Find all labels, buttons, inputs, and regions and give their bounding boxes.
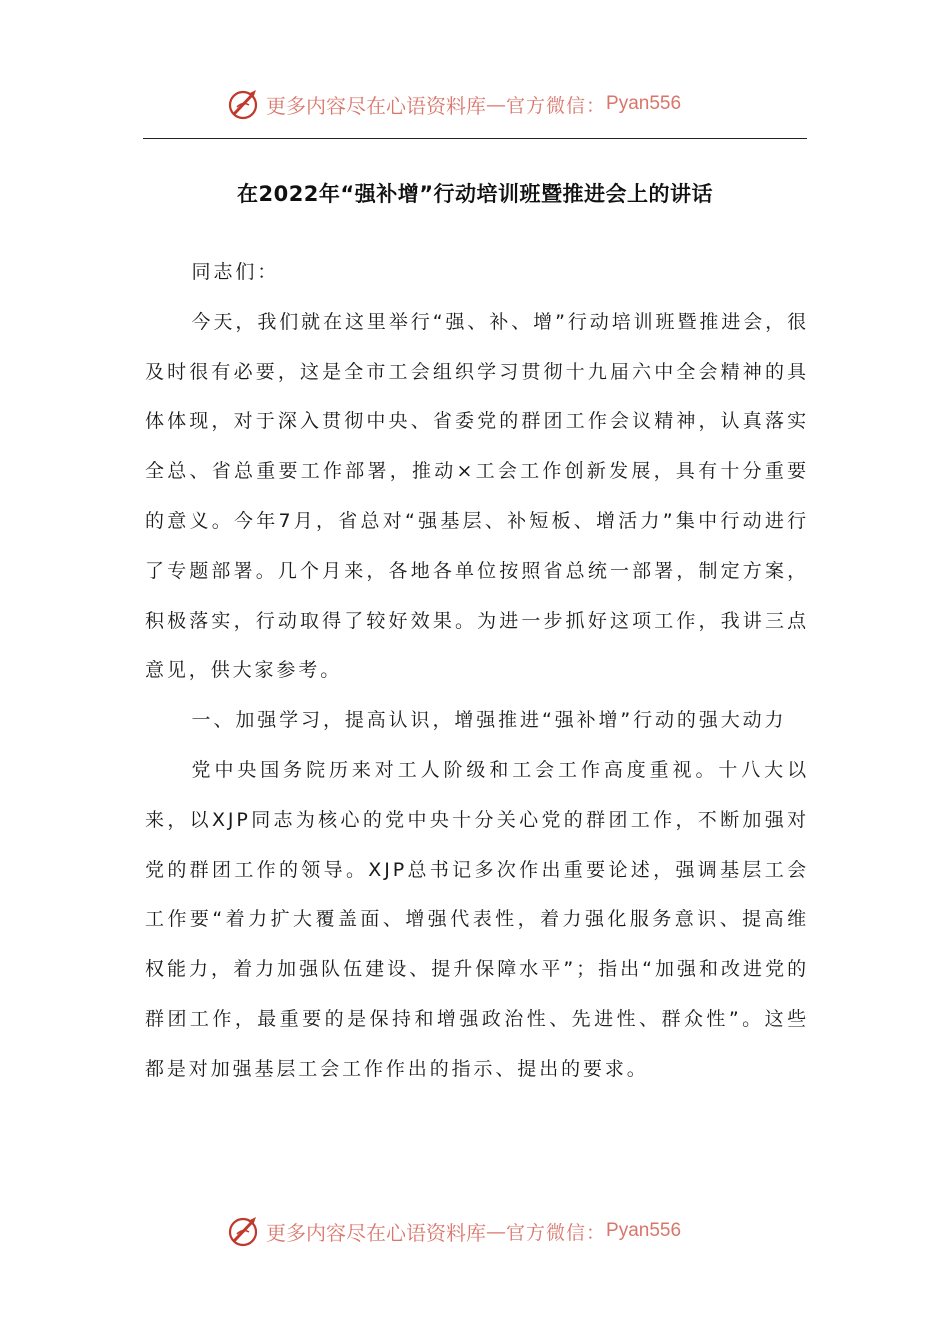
document-title: 在2022年“强补增”行动培训班暨推进会上的讲话 [236, 182, 714, 206]
header-divider [143, 138, 807, 139]
header-watermark [226, 84, 681, 124]
pen-logo-icon [226, 86, 262, 122]
paragraph-section-1: 党中央国务院历来对工人阶级和工会工作高度重视。十八大以来，以XJP同志为核心的党中央十分关心党的群团工作，不断加强对党的群团工作的领导。XJP总书记多次作出重要论述，强调基层工会工作要“着力扩大覆盖面、增强代表性，着力强化服务意识、提高维权能力，着力加强队伍建设、提升保障水平”；指出“加强和改进党的群团工作，最重要的是保持和增强政治性、先进性、群众性”。这些都是对加强基层工会工作作出的指示、提出的要求。 [145, 758, 809, 1080]
contact-id: Pyan556 [606, 1220, 682, 1241]
contact-label: 官方微信： [506, 94, 607, 117]
salutation: 同志们： [191, 261, 280, 283]
paragraph-intro: 今天，我们就在这里举行“强、补、增”行动培训班暨推进会，很及时很有必要，这是全市工会组织学习贯彻十九届六中全会精神的具体体现，对于深入贯彻中央、省委党的群团工作会议精神，认真落实全总、省总重要工作部署，推动×工会工作创新发展，具有十分重要的意义。今年7月，省总对“强基层、补短板、增活力”集中行动进行了专题部署。几个月来，各地各单位按照省总统一部署，制定方案，积极落实，行动取得了较好效果。为进一步抓好这项工作，我讲三点意见，供大家参考。 [145, 310, 809, 682]
contact-id: Pyan556 [606, 93, 682, 114]
section-heading-1: 一、加强学习，提高认识，增强推进“强补增”行动的强大动力 [191, 709, 787, 732]
contact-label: 官方微信： [506, 1221, 607, 1244]
footer-watermark [226, 1211, 681, 1251]
brand-separator: — [486, 92, 506, 116]
document-body [145, 248, 809, 1095]
brand-text: 更多内容尽在心语资料库 [266, 1220, 486, 1245]
brand-text: 更多内容尽在心语资料库 [266, 93, 486, 118]
brand-separator: — [486, 1219, 506, 1243]
pen-logo-icon [226, 1213, 262, 1249]
